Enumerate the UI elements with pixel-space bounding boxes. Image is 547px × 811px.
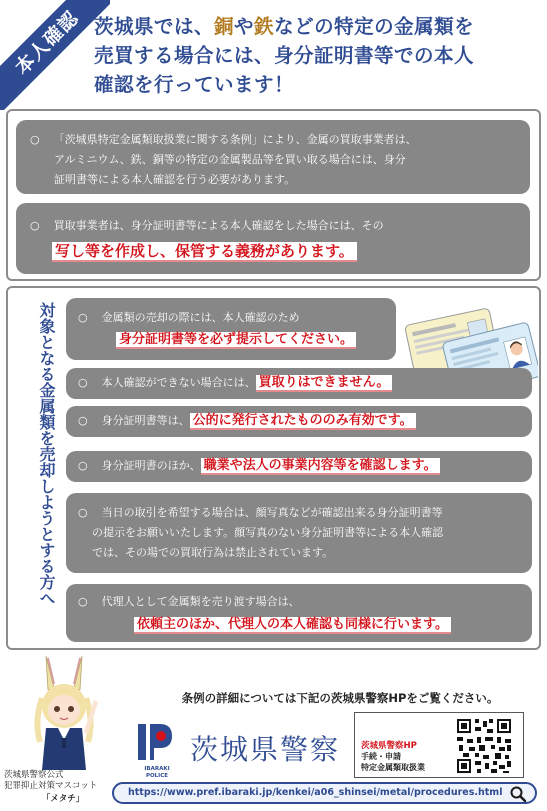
b7-text: 当日の取引を希望する場合は、顔写真などが確認出来る身分証明書等 [101,506,443,519]
hp-sub-line-1: 手続・申請 [361,752,401,761]
box2-line-1 [30,216,516,236]
svg-text:IBARAKI: IBARAKI [144,766,170,772]
police-hp-url-link[interactable]: https://www.pref.ibaraki.jp/kenkei/a06_shinsei/metal/procedures.html [128,787,503,798]
bullet: ○ [78,506,88,519]
hp-subtitle [361,751,425,773]
title-iron: 鉄 [254,15,275,38]
mascot-illustration [24,654,104,770]
agent-box [66,584,532,642]
b3-line-2 [78,328,384,352]
box1-line-1 [30,130,516,150]
title-line-1 [94,12,539,41]
title-text: などの特定の金属類を [274,15,475,38]
b3-text: 金属類の売却の際には、本人確認のため [101,311,300,324]
search-icon[interactable] [509,785,527,803]
title-text: 茨城県では、 [94,15,215,38]
no-purchase-highlight: 買取りはできません。 [256,375,393,392]
present-id-box [66,298,396,360]
b8-text: 代理人として金属類を売り渡す場合は、 [101,595,300,608]
bullet: ○ [30,133,40,146]
b5-text: 身分証明書等は、 [101,414,190,427]
seller-info-panel [6,286,541,650]
occupation-check-box [66,451,532,482]
b6-text: 身分証明書のほか、 [101,459,201,472]
bullet: ○ [78,414,88,427]
top-info-panel [6,109,541,281]
mascot-caption [4,770,122,805]
b7-line-1 [78,503,520,523]
bullet: ○ [78,376,88,389]
details-notice: 条例の詳細については下記の茨城県警察HPをご覧ください。 [181,691,499,705]
box1-line-3: 証明書等による本人確認を行う必要があります。 [54,173,296,186]
duty-highlight: 写し等を作成し、保管する義務があります。 [52,242,357,262]
occupation-highlight: 職業や法人の事業内容等を確認します。 [201,458,440,475]
police-name: 茨城県警察 [190,733,341,766]
b5-line [78,411,520,431]
ordinance-info-box [16,120,530,194]
hp-sub-line-2: 特定金属類取扱業 [361,763,425,772]
box1-line-2: アルミニウム、鉄、銅等の特定の金属製品等を買い取る場合には、身分 [54,153,406,166]
same-day-box [66,493,532,573]
hp-title: 茨城県警察HP [361,741,417,751]
mascot-caption-line-2: 犯罪抑止対策マスコット [4,781,98,791]
title-copper: 銅 [214,15,235,38]
url-bar[interactable] [112,782,537,804]
page-title [94,12,539,99]
homepage-qr-box[interactable] [354,712,524,778]
svg-text:POLICE: POLICE [145,773,169,779]
b7-line-3: では、その場での買取行為は禁止されています。 [92,546,334,559]
b8-line-2 [78,612,520,638]
box2-text: 買取事業者は、身分証明書等による本人確認をした場合には、その [53,219,384,232]
mascot-caption-line-1: 茨城県警察公式 [4,770,64,780]
box2-line-2 [30,238,516,264]
b4-line [78,373,520,393]
agent-highlight: 依頼主のほか、代理人の本人確認も同様に行います。 [134,617,451,634]
b8-line-1 [78,592,520,612]
official-id-highlight: 公的に発行されたもののみ有効です。 [190,413,416,430]
title-line-3: 確認を行っています！ [94,73,295,96]
b4-text: 本人確認ができない場合には、 [101,376,256,389]
vertical-heading: 対象となる金属類を売却しようとする方へ [37,302,56,606]
title-line-2: 売買する場合には、身分証明書等での本人 [94,44,475,67]
qr-code-icon[interactable] [455,717,513,775]
police-logo-icon [132,720,182,780]
bullet: ○ [78,459,88,472]
present-id-highlight: 身分証明書等を必ず提示してください。 [116,332,356,349]
b3-line-1 [78,308,384,328]
b6-line [78,456,520,476]
duty-info-box [16,203,530,274]
title-text: や [234,15,255,38]
b7-line-2: の提示をお願いいたします。顔写真のない身分証明書等による本人確認 [92,526,444,539]
no-purchase-box [66,368,532,399]
bullet: ○ [78,311,88,324]
bullet: ○ [78,595,88,608]
ribbon-label: 本人確認 [0,0,110,110]
official-id-box [66,406,532,437]
mascot-name: 「メタチ」 [41,794,85,804]
box1-text: 「茨城県特定金属類取扱業に関する条例」により、金属の買取事業者は、 [53,133,417,146]
bullet: ○ [30,219,40,232]
